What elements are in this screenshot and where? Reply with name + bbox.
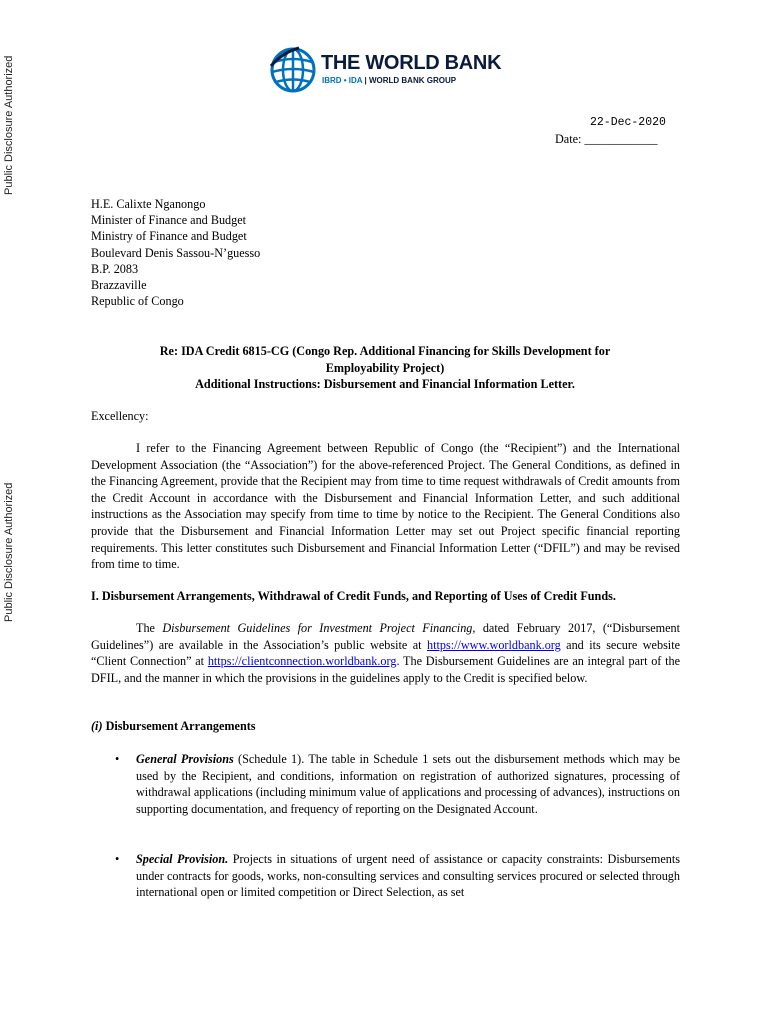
address-line: Republic of Congo: [91, 294, 184, 309]
subject-line-1: Re: IDA Credit 6815-CG (Congo Rep. Additional Financing for Skills Development for: [159, 344, 611, 358]
bullet-body: (Schedule 1). The table in Schedule 1 sets out the disbursement methods which may be used by the Recipient, and conditions, information on registration of authorized signatures, processing of withdrawal applications (including minimum value of applications and processing of advances), instructions on supporting documentation, and frequency of reporting on the Designated Account.: [136, 752, 680, 816]
bullet-lead: Special Provision.: [136, 852, 229, 866]
address-line: Minister of Finance and Budget: [91, 213, 247, 228]
guidelines-text-mid1: dated February 2017, (“Disbursement Guidelines”) are available in the Association’s public website at: [91, 621, 681, 652]
bullet-icon: •: [115, 752, 120, 766]
recipient-address: [91, 196, 260, 309]
logo-subtitle-group: | WORLD BANK GROUP: [362, 76, 457, 85]
subject-line-2: Employability Project): [325, 360, 445, 375]
subsection-title: Disbursement Arrangements: [102, 719, 256, 733]
bullet-icon: •: [115, 852, 120, 866]
worldbank-link[interactable]: https://www.worldbank.org: [427, 637, 561, 652]
address-line: Brazzaville: [91, 277, 147, 292]
bullet-item: [115, 751, 680, 817]
bullet-lead: General Provisions: [136, 752, 234, 766]
subject-heading: [91, 343, 679, 393]
logo-subtitle: [322, 76, 456, 86]
subject-line-3: Additional Instructions: Disbursement and Financial Information Letter.: [195, 377, 575, 392]
salutation: Excellency:: [91, 409, 149, 423]
guidelines-title: Disbursement Guidelines for Investment Project Financing,: [162, 621, 476, 635]
address-line: B.P. 2083: [91, 261, 139, 276]
bullet-text: [136, 751, 680, 817]
address-line: Ministry of Finance and Budget: [91, 229, 247, 244]
logo-name: THE WORLD BANK: [321, 52, 502, 74]
disclosure-label-bottom: Public Disclosure Authorized: [3, 482, 15, 622]
address-line: H.E. Calixte Nganongo: [91, 197, 206, 211]
guidelines-text-end: . The Disbursement Guidelines are an integral part of the DFIL, and the manner in which the provisions in the guidelines apply to the Credit is specified below.: [91, 654, 680, 685]
guidelines-text-start: The: [136, 621, 163, 635]
client-connection-link[interactable]: https://clientconnection.worldbank.org: [207, 654, 397, 669]
subsection-heading: [91, 718, 256, 735]
world-bank-logo: [269, 46, 509, 96]
bullet-body: Projects in situations of urgent need of assistance or capacity constraints: Disbursements under contracts for goods, works, non-consulting services and consulting services procured or selected through international open or limited competition or Direct Selection, as set: [136, 852, 680, 900]
disclosure-label-top: Public Disclosure Authorized: [3, 55, 15, 195]
subsection-number: (i): [91, 719, 103, 733]
bullet-item: [115, 851, 680, 901]
globe-icon: [269, 46, 317, 94]
bullet-text: [136, 851, 680, 901]
date-stamp: 22-Dec-2020: [590, 116, 666, 129]
section-heading: I. Disbursement Arrangements, Withdrawal of Credit Funds, and Reporting of Uses of Credit Funds.: [91, 589, 616, 603]
guidelines-text-mid2: and its secure website “Client Connection” at: [91, 637, 680, 669]
intro-paragraph: I refer to the Financing Agreement between Republic of Congo (the “Recipient”) and the International Development Association (the “Association”) for the above-referenced Project. The General Conditions, as defined in the Financing Agreement, provide that the Recipient may from time to time request withdrawals of Credit amounts from the Credit Account in accordance with the Disbursement and Financial Information Letter, and such additional instructions as the Association may specify from time to time by notice to the Recipient. The General Conditions also provide that the Disbursement and Financial Information Letter may set out Project specific financial reporting requirements. This letter constitutes such Disbursement and Financial Information Letter (“DFIL”) and may be revised from time to time.: [91, 441, 680, 572]
address-line: Boulevard Denis Sassou-N’guesso: [91, 245, 261, 260]
date-label: Date: ____________: [555, 132, 658, 146]
logo-subtitle-accent: IBRD • IDA: [322, 76, 363, 85]
guidelines-paragraph: [91, 620, 680, 686]
